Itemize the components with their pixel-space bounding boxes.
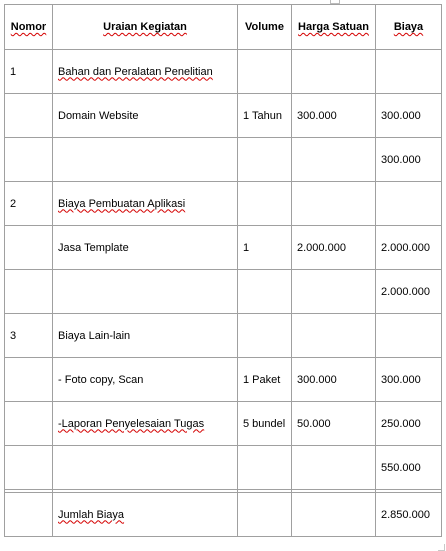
cell-biaya: 300.000 — [376, 358, 442, 402]
cell-uraian: Bahan dan Peralatan Penelitian — [53, 50, 238, 94]
cell-volume — [238, 138, 292, 182]
cell-harga — [292, 314, 376, 358]
cell-harga — [292, 138, 376, 182]
cell-volume — [238, 270, 292, 314]
cell-total-value: 2.850.000 — [376, 493, 442, 537]
cell-uraian — [53, 138, 238, 182]
header-volume: Volume — [238, 5, 292, 50]
cell-biaya — [376, 50, 442, 94]
table-row — [5, 226, 442, 270]
table-row — [5, 314, 442, 358]
cell-volume — [238, 50, 292, 94]
table-row — [5, 358, 442, 402]
header-uraian: Uraian Kegiatan — [53, 5, 238, 50]
cell-harga: 2.000.000 — [292, 226, 376, 270]
cell-biaya — [376, 182, 442, 226]
table-row — [5, 94, 442, 138]
cell-nomor — [5, 493, 53, 537]
cell-uraian: Jasa Template — [53, 226, 238, 270]
cell-total-label: Jumlah Biaya — [53, 493, 238, 537]
cell-nomor: 1 — [5, 50, 53, 94]
table-row — [5, 446, 442, 490]
cell-harga — [292, 270, 376, 314]
cell-uraian: -Laporan Penyelesaian Tugas — [53, 402, 238, 446]
cell-harga — [292, 493, 376, 537]
header-row — [5, 5, 442, 50]
table-row — [5, 50, 442, 94]
cell-volume — [238, 182, 292, 226]
total-row — [5, 493, 442, 537]
table-resize-handle[interactable] — [438, 544, 445, 551]
table-row — [5, 270, 442, 314]
cell-biaya: 250.000 — [376, 402, 442, 446]
header-harga: Harga Satuan — [292, 5, 376, 50]
table-row — [5, 138, 442, 182]
cell-nomor — [5, 402, 53, 446]
cell-volume: 1 Tahun — [238, 94, 292, 138]
cell-uraian: Domain Website — [53, 94, 238, 138]
cell-nomor — [5, 138, 53, 182]
cell-nomor — [5, 446, 53, 490]
header-biaya: Biaya — [376, 5, 442, 50]
cell-volume — [238, 446, 292, 490]
cell-nomor — [5, 270, 53, 314]
cell-biaya: 2.000.000 — [376, 226, 442, 270]
cell-biaya — [376, 314, 442, 358]
cell-harga — [292, 50, 376, 94]
cell-subtotal: 300.000 — [376, 138, 442, 182]
cell-uraian — [53, 446, 238, 490]
cell-uraian — [53, 270, 238, 314]
cell-nomor — [5, 226, 53, 270]
cell-harga: 50.000 — [292, 402, 376, 446]
cell-uraian: - Foto copy, Scan — [53, 358, 238, 402]
cell-nomor: 2 — [5, 182, 53, 226]
table-row — [5, 182, 442, 226]
table-row — [5, 402, 442, 446]
cell-uraian: Biaya Pembuatan Aplikasi — [53, 182, 238, 226]
cell-harga — [292, 182, 376, 226]
cell-subtotal: 2.000.000 — [376, 270, 442, 314]
cell-nomor — [5, 358, 53, 402]
cell-uraian: Biaya Lain-lain — [53, 314, 238, 358]
cell-nomor — [5, 94, 53, 138]
cell-subtotal: 550.000 — [376, 446, 442, 490]
cell-volume: 5 bundel — [238, 402, 292, 446]
cell-harga: 300.000 — [292, 94, 376, 138]
cell-volume: 1 Paket — [238, 358, 292, 402]
cell-biaya: 300.000 — [376, 94, 442, 138]
cell-harga — [292, 446, 376, 490]
budget-table — [4, 4, 442, 537]
cell-volume — [238, 493, 292, 537]
cell-volume — [238, 314, 292, 358]
cell-harga: 300.000 — [292, 358, 376, 402]
header-nomor: Nomor — [5, 5, 53, 50]
cell-volume: 1 — [238, 226, 292, 270]
cell-nomor: 3 — [5, 314, 53, 358]
